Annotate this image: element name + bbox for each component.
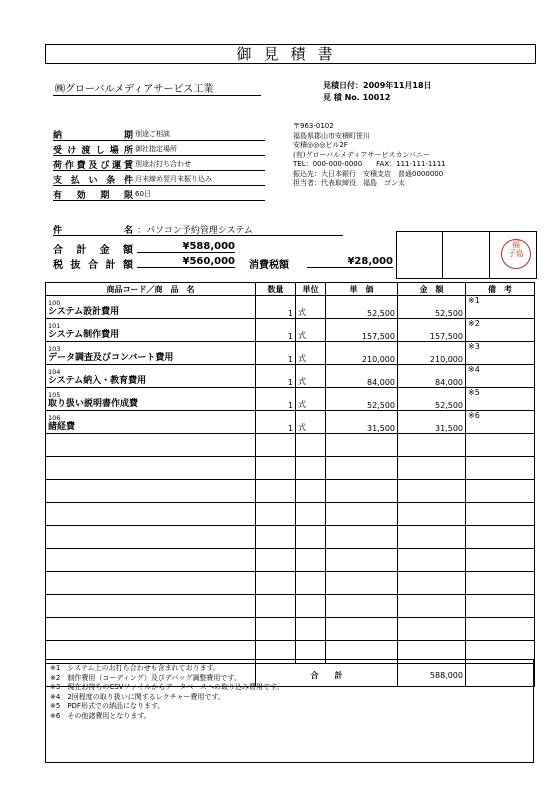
table-row: 103 データ調査及びコンバート費用 1 式 210,000 210,000 ※3 <box>46 342 535 365</box>
col-qty: 数量 <box>256 283 296 296</box>
pretax-label: 税抜合計額 <box>53 260 133 271</box>
col-price: 単 価 <box>326 283 398 296</box>
table-row: 106 諸経費 1 式 31,500 31,500 ※6 <box>46 411 535 434</box>
stamp-boxes <box>396 231 537 279</box>
terms-block <box>53 126 265 201</box>
note-line: ※5 PDF形式での納品になります。 <box>50 702 165 710</box>
empty-row <box>46 618 535 641</box>
table-header <box>46 283 535 296</box>
empty-row <box>46 526 535 549</box>
pretax-value: ¥560,000 <box>137 256 235 268</box>
subject-underline <box>53 235 343 236</box>
issuer-postal: 〒963-0102 <box>293 122 334 130</box>
empty-row <box>46 434 535 457</box>
total-value: ¥588,000 <box>137 241 235 253</box>
col-unit: 単位 <box>296 283 326 296</box>
subject-label: 件名 <box>53 226 133 236</box>
note-line: ※3 現在お持ちのCSVファイルからデータベースへの取り込み費用です。 <box>50 683 284 691</box>
empty-row <box>46 457 535 480</box>
quotation-document <box>45 44 535 764</box>
note-line: ※6 その他諸費用となります。 <box>50 711 151 720</box>
sum-value: 588,000 <box>398 664 466 687</box>
table-row: 100 システム設計費用 1 式 52,500 52,500 ※1 <box>46 296 535 319</box>
table-row: 105 取り扱い説明書作成費 1 式 52,500 52,500 ※5 <box>46 388 535 411</box>
empty-row <box>46 549 535 572</box>
empty-row <box>46 595 535 618</box>
term-row: 納期 別途ご相談 <box>53 126 265 141</box>
note-line: ※4 2回程度の取り扱いに関するレクチャー費用です。 <box>50 692 225 701</box>
term-row: 受け渡し場所 御社指定場所 <box>53 141 265 156</box>
client-underline <box>53 95 261 96</box>
company-seal: 福 子島 <box>501 239 531 269</box>
subject-value: ：パソコン予約管理システム <box>137 226 253 236</box>
issuer-bank: 振込先：大日本銀行 安積支店 普通0000000 <box>293 169 444 178</box>
col-product: 商品コード／商 品 名 <box>46 283 256 296</box>
quote-number: 見 積 No. 10012 <box>323 93 391 102</box>
col-note: 備 考 <box>466 283 535 296</box>
issuer-building: 安積◎◎◎ビル2F <box>293 141 348 149</box>
issuer-address: 福島県郡山市安積町笹川 <box>293 131 370 140</box>
client-name: ㈱グローバルメディアサービス工業 <box>55 84 214 95</box>
note-line: ※2 制作費用（コーディング）及びデバッグ調整費用です。 <box>50 673 241 682</box>
term-row: 有効期限 60日 <box>53 186 265 201</box>
table-row: 101 システム制作費用 1 式 157,500 157,500 ※2 <box>46 319 535 342</box>
tax-value: ¥28,000 <box>307 256 393 268</box>
issuer-info <box>293 122 446 189</box>
note-line: ※1 システム上のお打ち合わせも含まれております。 <box>50 664 221 672</box>
issuer-contact: 担当者：代表取締役 福島 ゴン太 <box>293 179 405 187</box>
empty-row <box>46 572 535 595</box>
document-title: 御見積書 <box>45 44 536 64</box>
tax-label: 消費税額 <box>249 260 289 271</box>
items-table <box>45 282 535 687</box>
notes-box <box>45 659 534 763</box>
col-amount: 金 額 <box>398 283 466 296</box>
table-row: 104 システム納入・教育費用 1 式 84,000 84,000 ※4 <box>46 365 535 388</box>
empty-row <box>46 480 535 503</box>
quote-date: 見積日付：2009年11月18日 <box>323 81 432 90</box>
term-row: 支払い条件 月末締め翌月末振り込み <box>53 171 265 186</box>
sum-label: 合 計 <box>256 664 398 687</box>
empty-row <box>46 503 535 526</box>
quote-meta <box>323 80 432 104</box>
issuer-phone: TEL：000-000-0000 FAX：111-111-1111 <box>293 160 446 168</box>
issuer-company: (有)グローバルメディアサービスカンパニー <box>293 150 430 159</box>
term-row: 荷作費及び運賃 別途お打ち合わせ <box>53 156 265 171</box>
total-label: 合計金額 <box>53 245 133 256</box>
